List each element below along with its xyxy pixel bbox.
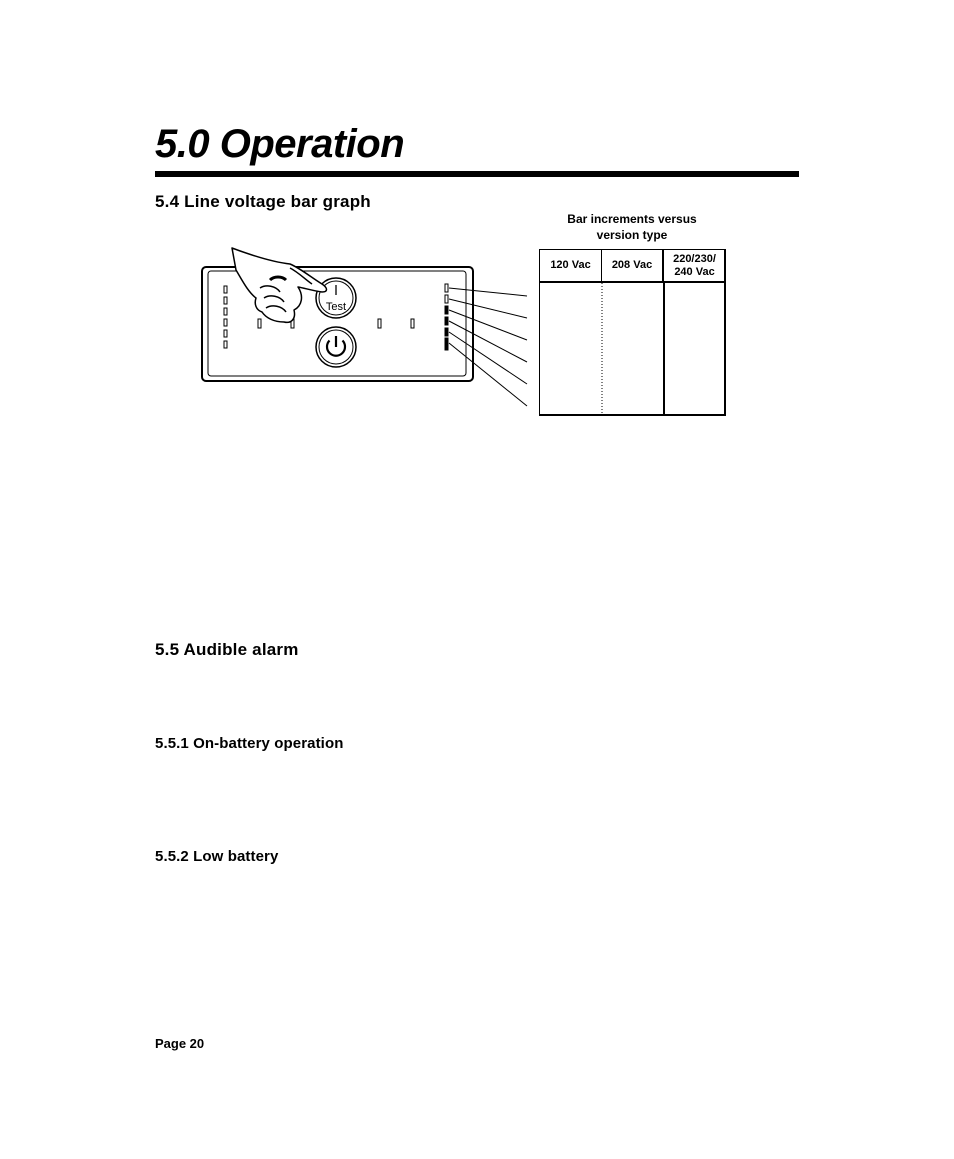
caption-line-2: version type xyxy=(596,228,668,242)
leader-lines xyxy=(449,288,527,406)
section-heading-5-5-2: 5.5.2 Low battery xyxy=(155,848,279,865)
page-number: Page 20 xyxy=(155,1036,205,1051)
bar-increments-table xyxy=(539,249,726,416)
section-heading-5-5: 5.5 Audible alarm xyxy=(155,640,299,659)
table-grid-lines xyxy=(540,249,726,415)
power-button xyxy=(316,327,356,367)
title-rule xyxy=(155,171,799,177)
pointing-hand-icon xyxy=(232,248,327,322)
column-header-208: 208 Vac xyxy=(602,249,664,283)
front-panel-illustration xyxy=(200,240,530,415)
column-header-120: 120 Vac xyxy=(540,249,602,283)
test-button-label: Test xyxy=(325,301,347,313)
page-title: 5.0 Operation xyxy=(155,122,405,166)
column-header-220-240: 220/230/ 240 Vac xyxy=(664,249,725,283)
figure-caption xyxy=(545,211,719,243)
right-bar-graph xyxy=(445,284,448,350)
left-bar-graph xyxy=(224,286,227,348)
section-heading-5-4: 5.4 Line voltage bar graph xyxy=(155,192,371,211)
caption-line-1: Bar increments versus xyxy=(567,212,697,226)
section-heading-5-5-1: 5.5.1 On-battery operation xyxy=(155,735,344,752)
